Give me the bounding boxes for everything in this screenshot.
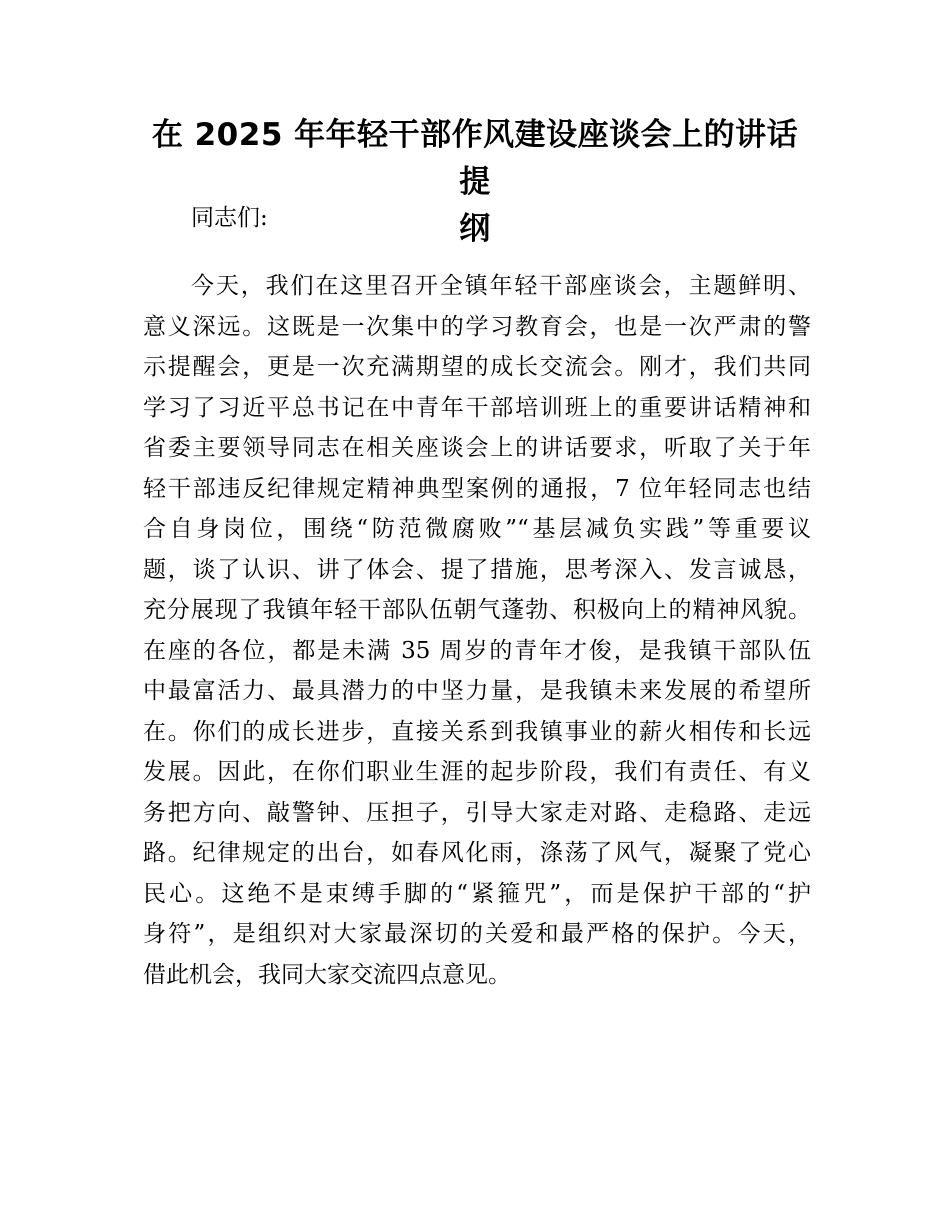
title-line-2: 纲 bbox=[459, 211, 491, 247]
paragraph-line: 充分展现了我镇年轻干部队伍朝气蓬勃、积极向上的精神风貌。 bbox=[143, 597, 811, 623]
paragraph-line: 示提醒会，更是一次充满期望的成长交流会。刚才，我们共同 bbox=[143, 354, 811, 380]
paragraph-line: 身符”，是组织对大家最深切的关爱和最严格的保护。今天， bbox=[143, 921, 811, 947]
paragraph-line: 务把方向、敲警钟、压担子，引导大家走对路、走稳路、走远 bbox=[143, 799, 811, 826]
paragraph-line: 路。纪律规定的出台，如春风化雨，涤荡了风气，凝聚了党心 bbox=[143, 840, 811, 866]
paragraph-line: 省委主要领导同志在相关座谈会上的讲话要求，听取了关于年 bbox=[143, 435, 811, 461]
paragraph-line: 借此机会，我同大家交流四点意见。 bbox=[143, 961, 511, 988]
body-paragraph bbox=[143, 266, 811, 995]
paragraph-line: 在座的各位，都是未满 35 周岁的青年才俊，是我镇干部队伍 bbox=[143, 637, 811, 664]
paragraph-line: 轻干部违反纪律规定精神典型案例的通报，7 位年轻同志也结 bbox=[143, 475, 811, 502]
paragraph-line: 中最富活力、最具潜力的中坚力量，是我镇未来发展的希望所 bbox=[143, 678, 811, 704]
title-line-1: 在 2025 年年轻干部作风建设座谈会上的讲话提 bbox=[151, 117, 799, 200]
paragraph-line: 民心。这绝不是束缚手脚的“紧箍咒”，而是保护干部的“护 bbox=[143, 880, 811, 907]
paragraph-line: 今天，我们在这里召开全镇年轻干部座谈会，主题鲜明、 bbox=[191, 273, 811, 299]
paragraph-line: 意义深远。这既是一次集中的学习教育会，也是一次严肃的警 bbox=[143, 313, 811, 340]
paragraph-line: 合自身岗位，围绕“防范微腐败”“基层减负实践”等重要议 bbox=[143, 516, 811, 542]
paragraph-line: 学习了习近平总书记在中青年干部培训班上的重要讲话精神和 bbox=[143, 394, 811, 421]
paragraph-line: 在。你们的成长进步，直接关系到我镇事业的薪火相传和长远 bbox=[143, 718, 811, 745]
salutation: 同志们: bbox=[191, 205, 268, 231]
paragraph-line: 题，谈了认识、讲了体会、提了措施，思考深入、发言诚恳， bbox=[143, 556, 811, 583]
paragraph-line: 发展。因此，在你们职业生涯的起步阶段，我们有责任、有义 bbox=[143, 759, 811, 785]
